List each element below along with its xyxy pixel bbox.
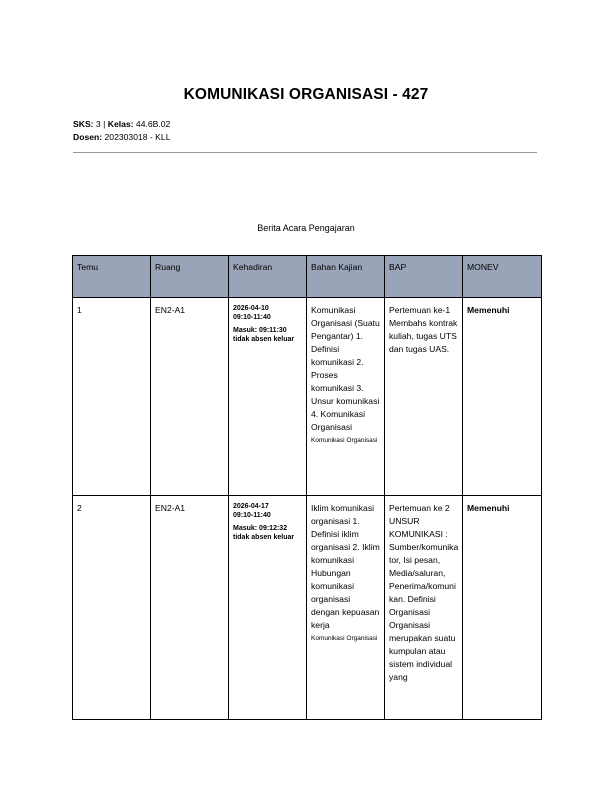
kehadiran-date: 2026-04-10 bbox=[233, 305, 269, 312]
cell-bahan-kajian bbox=[307, 298, 385, 496]
kehadiran-time: 09:10-11:40 bbox=[233, 314, 271, 321]
header-temu: Temu bbox=[73, 256, 151, 298]
cell-bap: Pertemuan ke-1 Membahs kontrak kuliah, tugas UTS dan tugas UAS. bbox=[385, 298, 463, 496]
kehadiran-keluar: tidak absen keluar bbox=[233, 336, 295, 343]
lecturer-meta-line bbox=[73, 131, 170, 143]
dosen-label: Dosen: bbox=[73, 132, 103, 142]
kehadiran-masuk: Masuk: 09:11:30 bbox=[233, 327, 287, 334]
kehadiran-time: 09:10-11:40 bbox=[233, 512, 271, 519]
bahan-text: Komunikasi Organisasi (Suatu Pengantar) 1. Definisi komunikasi 2. Proses komunikasi 3. Unsur komunikasi 4. Komunikasi Organisasi bbox=[311, 305, 380, 432]
cell-monev: Memenuhi bbox=[463, 298, 542, 496]
course-meta-line bbox=[73, 118, 170, 130]
cell-ruang: EN2-A1 bbox=[151, 496, 229, 720]
dosen-value: 202303018 - KLL bbox=[102, 132, 171, 142]
header-bap: BAP bbox=[385, 256, 463, 298]
header-bahan-kajian: Bahan Kajian bbox=[307, 256, 385, 298]
table-row bbox=[73, 298, 542, 496]
cell-monev: Memenuhi bbox=[463, 496, 542, 720]
cell-bap: Pertemuan ke 2 UNSUR KOMUNIKASI : Sumber/komunikator, Isi pesan, Media/saluran, Penerima/komunikan. Definisi Organisasi Organisasi merupakan suatu kumpulan atau sistem individual yang bbox=[385, 496, 463, 720]
cell-ruang: EN2-A1 bbox=[151, 298, 229, 496]
cell-kehadiran bbox=[229, 298, 307, 496]
header-monev: MONEV bbox=[463, 256, 542, 298]
header-kehadiran: Kehadiran bbox=[229, 256, 307, 298]
bap-table bbox=[72, 255, 542, 720]
kehadiran-keluar: tidak absen keluar bbox=[233, 534, 295, 541]
bahan-foot: Komunikasi Organisasi bbox=[311, 635, 378, 642]
kehadiran-date: 2026-04-17 bbox=[233, 503, 269, 510]
kehadiran-masuk: Masuk: 09:12:32 bbox=[233, 525, 288, 532]
table-header-row bbox=[73, 256, 542, 298]
sks-value: 3 | bbox=[93, 119, 108, 129]
page-title: KOMUNIKASI ORGANISASI - 427 bbox=[183, 86, 429, 103]
table-caption: Berita Acara Pengajaran bbox=[257, 223, 355, 233]
cell-bahan-kajian bbox=[307, 496, 385, 720]
header-divider bbox=[73, 152, 537, 153]
cell-temu: 1 bbox=[73, 298, 151, 496]
header-ruang: Ruang bbox=[151, 256, 229, 298]
cell-temu: 2 bbox=[73, 496, 151, 720]
kelas-value: 44.6B.02 bbox=[133, 119, 171, 129]
bahan-foot: Komunikasi Organisasi bbox=[311, 437, 378, 444]
sks-label: SKS: bbox=[73, 119, 94, 129]
kelas-label: Kelas: bbox=[107, 119, 134, 129]
cell-kehadiran bbox=[229, 496, 307, 720]
bahan-text: Iklim komunikasi organisasi 1. Definisi iklim organisasi 2. Iklim komunikasi Hubungan komunikasi organisasi dengan kepuasan kerja bbox=[311, 503, 380, 630]
table-row bbox=[73, 496, 542, 720]
